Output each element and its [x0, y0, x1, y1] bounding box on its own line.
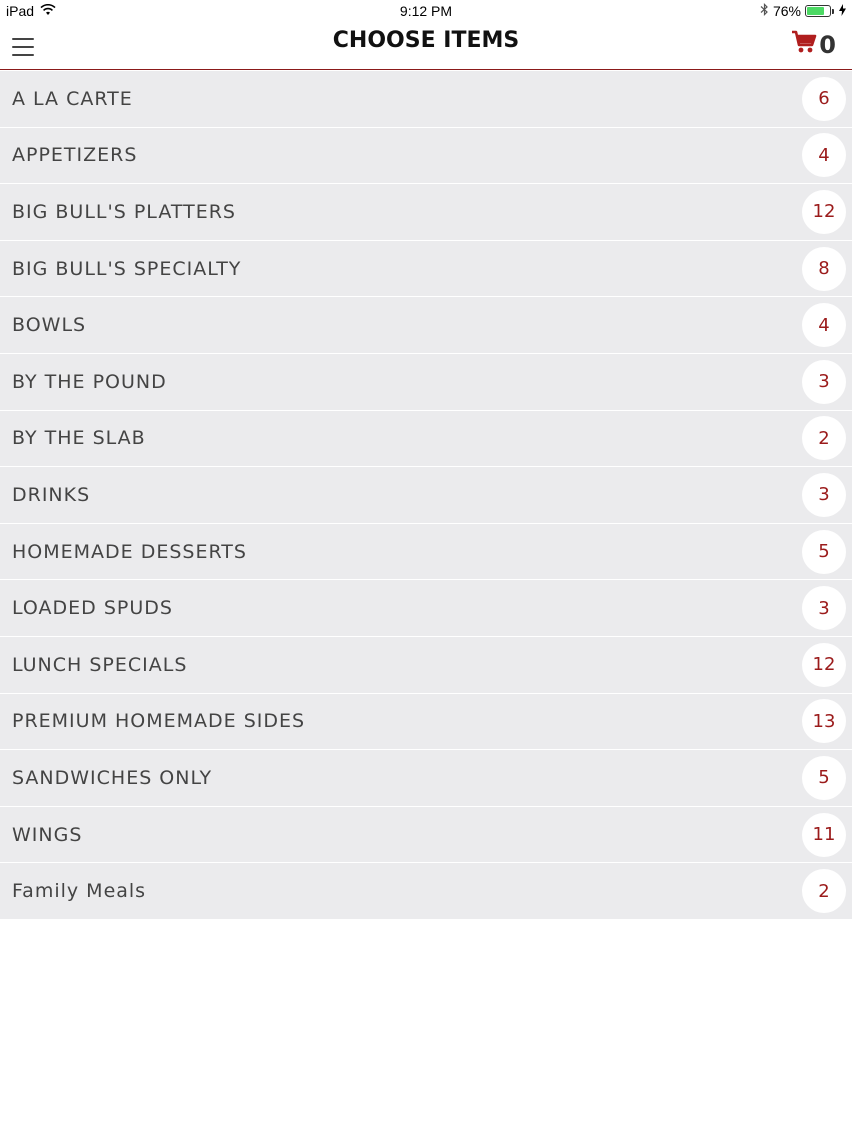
- category-label: HOMEMADE DESSERTS: [12, 540, 247, 563]
- battery-icon: [805, 5, 831, 17]
- category-count-badge: 5: [802, 530, 846, 574]
- category-count-badge: 3: [802, 360, 846, 404]
- category-label: LUNCH SPECIALS: [12, 653, 188, 676]
- category-row[interactable]: [0, 524, 852, 581]
- bluetooth-icon: [760, 3, 769, 19]
- charging-icon: [839, 3, 846, 19]
- category-label: SANDWICHES ONLY: [12, 766, 213, 789]
- category-label: WINGS: [12, 823, 83, 846]
- category-count-badge: 6: [802, 77, 846, 121]
- category-row[interactable]: [0, 184, 852, 241]
- category-count-badge: 12: [802, 643, 846, 687]
- category-row[interactable]: [0, 637, 852, 694]
- category-row[interactable]: [0, 467, 852, 524]
- category-row[interactable]: [0, 807, 852, 864]
- category-count-badge: 4: [802, 133, 846, 177]
- cart-count: 0: [819, 30, 836, 59]
- category-row[interactable]: [0, 411, 852, 468]
- category-label: DRINKS: [12, 483, 91, 506]
- device-name: iPad: [6, 3, 35, 19]
- nav-bar: [0, 22, 852, 70]
- category-label: APPETIZERS: [12, 144, 138, 167]
- battery-percent: 76%: [772, 3, 801, 19]
- category-row[interactable]: [0, 354, 852, 411]
- category-label: BY THE POUND: [12, 370, 167, 393]
- category-row[interactable]: [0, 71, 852, 128]
- category-count-badge: 11: [802, 813, 846, 857]
- category-count-badge: 5: [802, 756, 846, 800]
- category-label: BY THE SLAB: [12, 427, 146, 450]
- category-label: PREMIUM HOMEMADE SIDES: [12, 710, 306, 733]
- category-label: A LA CARTE: [12, 87, 133, 110]
- category-label: BOWLS: [12, 314, 87, 337]
- category-row[interactable]: [0, 750, 852, 807]
- category-label: BIG BULL'S SPECIALTY: [12, 257, 242, 280]
- category-count-badge: 2: [802, 416, 846, 460]
- category-row[interactable]: [0, 241, 852, 298]
- category-row[interactable]: [0, 128, 852, 185]
- status-bar: [0, 0, 852, 22]
- category-list: [0, 71, 852, 920]
- category-label: LOADED SPUDS: [12, 597, 173, 620]
- category-count-badge: 4: [802, 303, 846, 347]
- category-row[interactable]: [0, 694, 852, 751]
- category-count-badge: 3: [802, 473, 846, 517]
- category-row[interactable]: [0, 297, 852, 354]
- category-count-badge: 13: [802, 699, 846, 743]
- status-time: 9:12 PM: [399, 3, 453, 19]
- category-count-badge: 2: [802, 869, 846, 913]
- category-row[interactable]: [0, 863, 852, 920]
- category-count-badge: 12: [802, 190, 846, 234]
- category-count-badge: 3: [802, 586, 846, 630]
- category-row[interactable]: [0, 580, 852, 637]
- status-right: [760, 3, 846, 19]
- cart-icon: [791, 30, 817, 59]
- cart-button[interactable]: [791, 30, 836, 59]
- battery-level: [807, 7, 824, 15]
- category-label: BIG BULL'S PLATTERS: [12, 200, 236, 223]
- page-title: CHOOSE ITEMS: [332, 28, 520, 53]
- category-count-badge: 8: [802, 247, 846, 291]
- category-label: Family Meals: [12, 880, 147, 903]
